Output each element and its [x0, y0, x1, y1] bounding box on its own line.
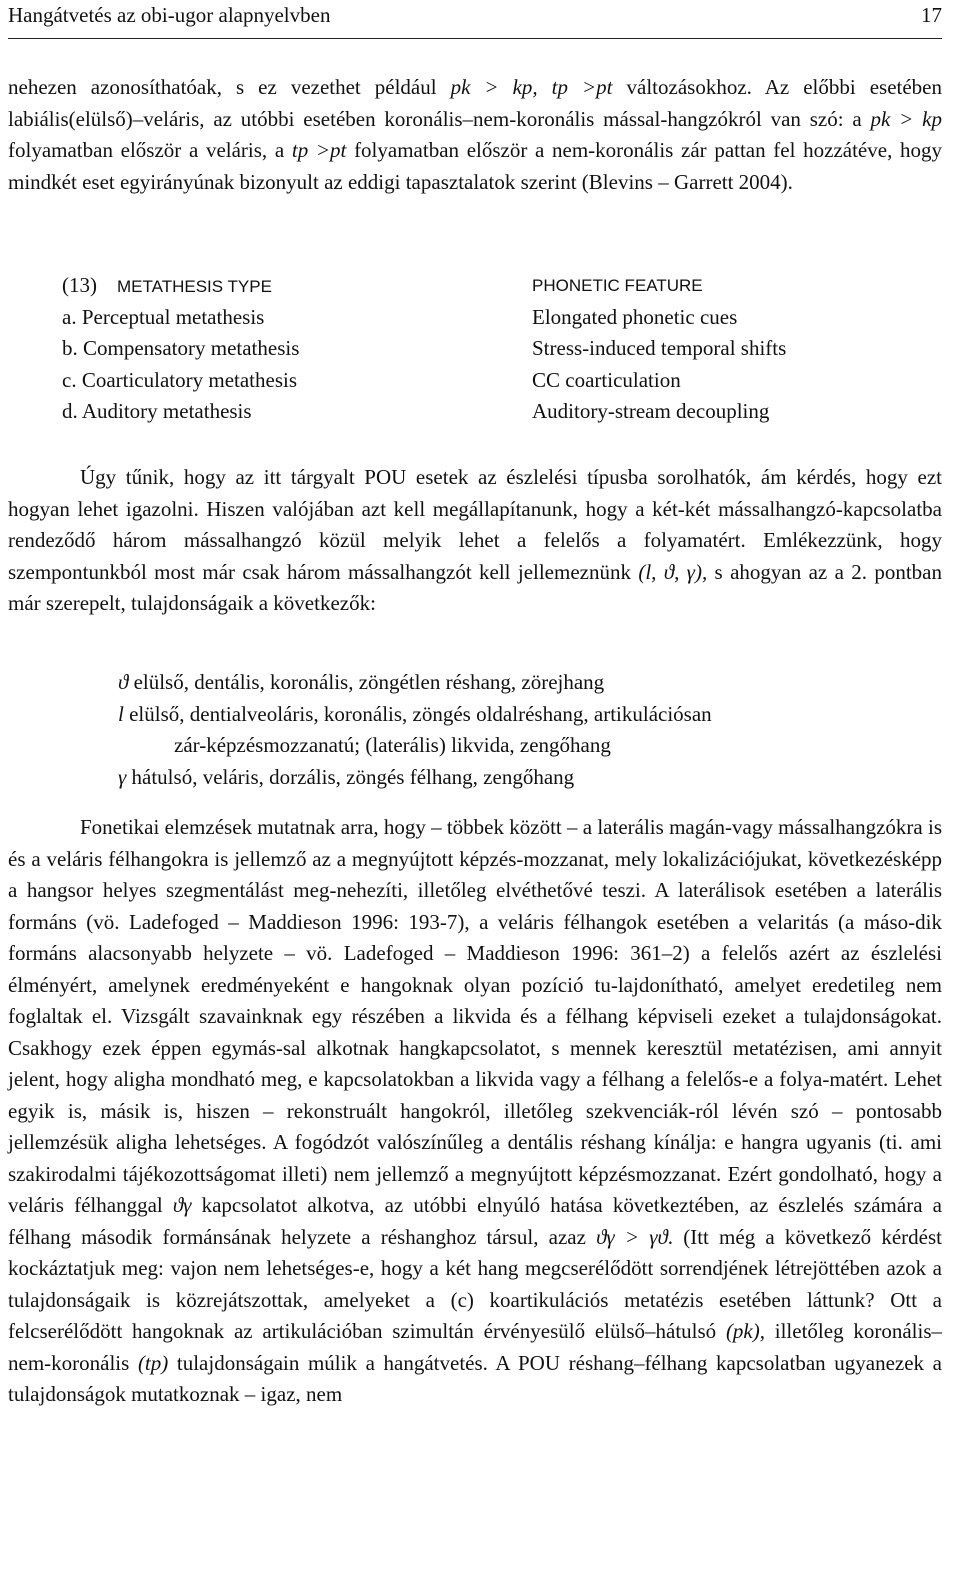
header-rule	[8, 38, 942, 39]
example-row	[62, 365, 942, 397]
phonetic-feature: CC coarticulation	[532, 367, 681, 392]
p3-text-1: Fonetikai elemzések mutatnak arra, hogy – többek között – a laterális magán-vagy mássalhangzókra is és a veláris félhangokra is jellemző az a megnyújtott képzés-mozzanat, mely lokalizációjukat, következésképp a hangsor helyes szegmentálást meg-nehezíti, illetőleg elvéthetővé teszi. A laterálisok esetében a laterális formáns (vö. Ladefoged – Maddieson 1996: 193-7), a veláris félhangok esetében a velaritás (a máso-dik formáns alacsonyabb helyzete – vö. Ladefoged – Maddieson 1996: 361–2) a felelős azért az észlelési élményért, amelynek eredményeként e hangoknak olyan pozíció tu-lajdonítható, amelyet eredetileg nem foglaltak el. Vizsgált szavainknak egy részében a likvida és a félhang képviseli ezeket a tulajdonságokat. Csakhogy ezek éppen egymás-sal alkotnak hangkapcsolatot, s mennek keresztül metatézisen, ami annyit jelent, hogy aligha mondható meg, e kapcsolatokban a likvida vagy a félhang a felelős-e a folya-matért. Lehet egyik is, másik is, hiszen – rekonstruált hangokról, illetőleg szekvenciák-ról lévén szó – pontosabb jellemzésük aligha lehetséges. A fogódzót valószínűleg a dentális réshang kínálja: e hangra ugyanis (ti. ami szakirodalmi tájékozottságomat illeti) nem jellemző a megnyújtott képzésmozzanat. Ezért gondolható, hogy a veláris félhanggal	[8, 815, 942, 1217]
col-header-feature: PHONETIC FEATURE	[532, 276, 703, 295]
p1-italic-3: tp >pt	[291, 138, 347, 162]
paragraph-1	[8, 72, 942, 198]
feature-description: elülső, dentális, koronális, zöngétlen réshang, zörejhang	[128, 670, 605, 694]
phonetic-feature: Stress-induced temporal shifts	[532, 336, 787, 360]
p3-italic-1: ϑγ	[172, 1193, 192, 1217]
feature-description: hátulsó, veláris, dorzális, zöngés félhang, zengőhang	[126, 764, 575, 789]
metathesis-type: d. Auditory metathesis	[62, 399, 252, 423]
p3-italic-2: ϑγ > γϑ	[596, 1224, 668, 1249]
p2-text-1: Úgy tűnik, hogy az itt tárgyalt POU esetek az észlelési típusba sorolhatók, ám kérdés, hogy ezt hogyan lehet igazolni. Hiszen valójában azt kell megállapítanunk, hogy a két-két mássalhangzó-kapcsolatba rendeződő három mássalhangzó közül melyik lehet a felelős a folyamatért. Emlékezzünk, hogy szempontunkból most már csak három mássalhangzót kell jellemeznünk	[8, 465, 942, 584]
p3-text-4: illetőleg koronális–nem-koronális	[8, 1319, 942, 1375]
feature-description: zár-képzésmozzanatú; (laterális) likvida, zengőhang	[174, 733, 611, 757]
metathesis-type: a. Perceptual metathesis	[62, 304, 265, 329]
p1-text-1: nehezen azonosíthatóak, s ez vezethet például	[8, 75, 451, 99]
consonant-feature-list	[118, 667, 942, 793]
metathesis-type: c. Coarticulatory metathesis	[62, 367, 298, 392]
example-row	[62, 396, 942, 428]
paragraph-3	[8, 812, 942, 1411]
p1-text-2: változásokhoz. Az előbbi esetében labiális(elülső)–veláris, az utóbbi esetében koronális–nem-koronális mással-hangzókról van szó: a	[8, 75, 943, 131]
p1-text-4: folyamatban először a nem-koronális zár pattan fel hozzátéve, hogy mindkét eset egyirányúnak bizonyult az eddigi tapasztalatok szerint (Blevins – Garrett 2004).	[8, 138, 943, 194]
feature-item	[118, 699, 942, 731]
paragraph-2	[8, 462, 942, 620]
phonetic-feature: Elongated phonetic cues	[532, 304, 738, 329]
feature-symbol: l	[118, 701, 124, 726]
feature-item	[118, 762, 942, 794]
example-row	[62, 302, 942, 334]
feature-symbol: γ	[118, 764, 127, 789]
example-header-row	[62, 270, 942, 302]
running-header	[8, 0, 942, 34]
p2-text-2: s ahogyan az a 2. pontban már szerepelt, tulajdonságaik a következők:	[8, 559, 942, 615]
feature-description: elülső, dentialveoláris, koronális, zöngés oldalréshang, artikulációsan	[123, 701, 712, 726]
example-row	[62, 333, 942, 365]
p3-italic-3: (pk),	[725, 1319, 765, 1343]
phonetic-feature: Auditory-stream decoupling	[532, 399, 770, 423]
p3-text-5: tulajdonságain múlik a hangátvetés. A POU réshang–félhang kapcsolatban ugyanezek a tulajdonságok mutatkoznak – igaz, nem	[8, 1350, 942, 1406]
p1-italic-1: pk > kp, tp >pt	[450, 75, 613, 99]
feature-item-continuation	[118, 730, 942, 762]
p1-italic-2: pk > kp	[870, 106, 942, 131]
metathesis-type: b. Compensatory metathesis	[62, 336, 300, 360]
p2-italic-1: (l, ϑ, γ),	[638, 559, 708, 584]
p3-text-3: . (Itt még a következő kérdést kockáztatjuk meg: vajon nem lehetséges-e, hogy a két hang megcserélődött sorrendjének létrejöttében azok a tulajdonságaik is közrejátszottak, amelyeket a (c) koartikulációs metatézis esetében láttunk? Ott a felcserélődött hangoknak az artikulációban szimultán érvényesülő elülső–hátulsó	[8, 1224, 942, 1343]
feature-symbol: ϑ	[118, 670, 129, 694]
p3-italic-4: (tp)	[137, 1350, 169, 1375]
example-number: (13)	[62, 273, 97, 297]
feature-item	[118, 667, 942, 699]
page-number: 17	[921, 3, 942, 27]
p3-text-2: kapcsolatot alkotva, az utóbbi elnyúló hatása következtében, az észlelés számára a félhang második formánsának helyzete a réshanghoz társul, azaz	[8, 1193, 942, 1249]
example-13-table	[62, 270, 942, 428]
p1-text-3: folyamatban először a veláris, a	[8, 138, 292, 162]
header-title: Hangátvetés az obi-ugor alapnyelvben	[8, 3, 331, 27]
col-header-type: METATHESIS TYPE	[117, 277, 272, 296]
